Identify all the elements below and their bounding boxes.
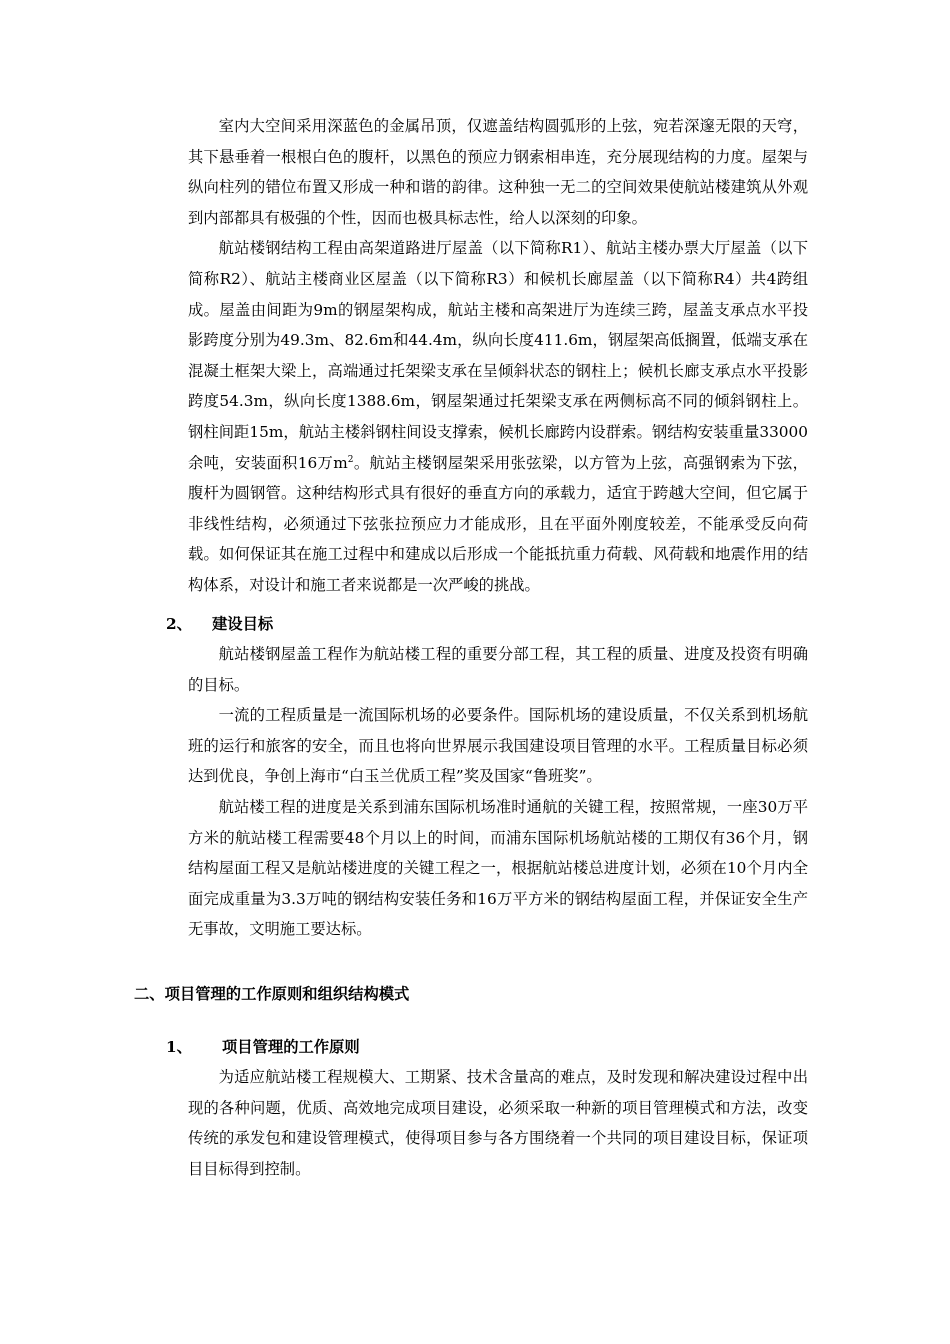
spacer bbox=[188, 1010, 808, 1032]
section-heading-project-management: 二、项目管理的工作原则和组织结构模式 bbox=[134, 985, 410, 1004]
subheading-number: 2、 bbox=[166, 614, 192, 633]
paragraph-quality-goal: 一流的工程质量是一流国际机场的必要条件。国际机场的建设质量，不仅关系到机场航班的运行和旅客的安全，而且也将向世界展示我国建设项目管理的水平。工程质量目标必须达到优良，争创上海市“白玉兰优质工程”奖及国家“鲁班奖”。 bbox=[188, 706, 808, 786]
spacer bbox=[188, 945, 808, 979]
document-content bbox=[134, 111, 808, 1185]
subheading-number: 1、 bbox=[166, 1037, 192, 1056]
paragraph-steel-structure-text-a: 航站楼钢结构工程由高架道路进厅屋盖（以下简称R1）、航站主楼办票大厅屋盖（以下简称R2）、航站主楼商业区屋盖（以下简称R3）和候机长廊屋盖（以下简称R4）共4跨组成。屋盖由间距为9m的钢屋架构成，航站主楼和高架进厅为连续三跨，屋盖支承点水平投影跨度分别为49.3m、82.6m和44.4m，纵向长度411.6m，钢屋架高低搁置，低端支承在混凝土框架大梁上，高端通过托架梁支承在呈倾斜状态的钢柱上；候机长廊支承点水平投影跨度54.3m，纵向长度1388.6m，钢屋架通过托架梁支承在两侧标高不同的倾斜钢柱上。钢柱间距15m，航站主楼斜钢柱间设支撑索，候机长廊跨内设群索。钢结构安装重量33000余吨，安装面积16万m bbox=[188, 239, 808, 472]
paragraph-steel-structure-text-b: 。航站主楼钢屋架采用张弦梁，以方管为上弦，高强钢索为下弦，腹杆为圆钢管。这种结构形式具有很好的垂直方向的承载力，适宜于跨越大空间，但它属于非线性结构，必须通过下弦张拉预应力才能成形，且在平面外刚度较差，不能承受反向荷载。如何保证其在施工过程中和建成以后形成一个能抵抗重力荷载、风荷载和地震作用的结构体系，对设计和施工者来说都是一次严峻的挑战。 bbox=[188, 453, 808, 594]
subheading-title: 项目管理的工作原则 bbox=[222, 1037, 360, 1056]
spacer bbox=[188, 601, 808, 609]
paragraph-work-principles: 为适应航站楼工程规模大、工期紧、技术含量高的难点，及时发现和解决建设过程中出现的各种问题，优质、高效地完成项目建设，必须采取一种新的项目管理模式和方法，改变传统的承发包和建设管理模式，使得项目参与各方围绕着一个共同的项目建设目标，保证项目目标得到控制。 bbox=[188, 1068, 808, 1178]
superscript-squared: 2 bbox=[347, 454, 354, 465]
subheading-construction-goals bbox=[166, 609, 808, 640]
subheading-title: 建设目标 bbox=[212, 614, 274, 633]
paragraph-goals-intro: 航站楼钢屋盖工程作为航站楼工程的重要分部工程，其工程的质量、进度及投资有明确的目标。 bbox=[188, 645, 808, 694]
subheading-work-principles bbox=[166, 1032, 808, 1063]
paragraph-schedule-goal: 航站楼工程的进度是关系到浦东国际机场准时通航的关键工程，按照常规，一座30万平方米的航站楼工程需要48个月以上的时间，而浦东国际机场航站楼的工期仅有36个月，钢结构屋面工程又是航站楼进度的关键工程之一，根据航站楼总进度计划，必须在10个月内全面完成重量为3.3万吨的钢结构安装任务和16万平方米的钢结构屋面工程，并保证安全生产无事故，文明施工要达标。 bbox=[188, 798, 808, 939]
paragraph-steel-structure bbox=[188, 233, 808, 600]
paragraph-interior-space: 室内大空间采用深蓝色的金属吊顶，仅遮盖结构圆弧形的上弦，宛若深邃无限的天穹，其下悬垂着一根根白色的腹杆，以黑色的预应力钢索相串连，充分展现结构的力度。屋架与纵向柱列的错位布置又形成一种和谐的韵律。这种独一无二的空间效果使航站楼建筑从外观到内部都具有极强的个性，因而也极具标志性，给人以深刻的印象。 bbox=[188, 117, 808, 227]
